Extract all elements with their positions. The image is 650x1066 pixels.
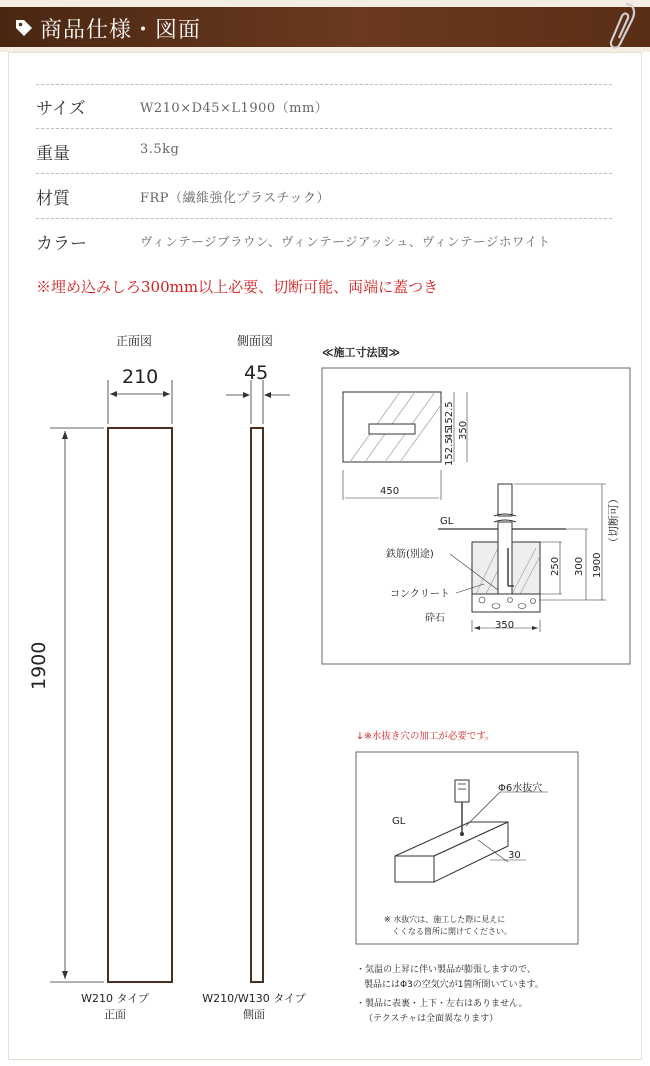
depth-300-dim: 300 (574, 556, 585, 576)
gravel-label: 砕石 (425, 613, 445, 624)
concrete-label: コンクリート (390, 589, 450, 600)
total-1900-dim: 1900 (592, 552, 603, 578)
depth-250-dim: 250 (550, 556, 561, 576)
cuttable-label: （切断可） (607, 493, 620, 548)
side-depth-dim: 45 (244, 362, 269, 384)
install-title: ≪施工寸法図≫ (322, 346, 401, 359)
page-title: 商品仕様・図面 (40, 18, 202, 43)
front-caption-line1: W210 タイプ (81, 992, 149, 1005)
gl-label: GL (440, 516, 454, 527)
dim-350-plan: 350 (458, 420, 469, 440)
front-view-title: 正面図 (116, 334, 153, 348)
drain-gl-label: GL (392, 816, 406, 827)
drain-note-line2: くくなる箇所に開けてください。 (392, 927, 512, 936)
footnote-2: 製品にはΦ3の空気穴が1箇所開いています。 (364, 980, 544, 990)
dim-45: 45 (444, 427, 455, 440)
footnote-4: （テクスチャは全面異なります） (364, 1014, 499, 1024)
spec-value: 3.5kg (140, 142, 180, 157)
side-view-title: 側面図 (237, 334, 274, 348)
rebar-label: 鉄筋(別途) (386, 549, 434, 560)
notice-text: ※埋め込みしろ300mm以上必要、切断可能、両端に蓋つき (36, 278, 439, 296)
spec-label: カラー (36, 234, 87, 254)
drain-note-line1: ※ 水抜穴は、施工した際に見えに (384, 915, 506, 924)
spec-value: W210×D45×L1900（mm） (140, 101, 329, 116)
front-caption-line2: 正面 (104, 1008, 126, 1021)
spec-label: 重量 (36, 144, 70, 164)
dim-152-top: 152.5 (444, 401, 455, 430)
base-width-dim: 350 (495, 620, 515, 631)
spec-value: ヴィンテージブラウン、ヴィンテージアッシュ、ヴィンテージホワイト (140, 234, 551, 249)
spec-value: FRP（繊維強化プラスチック） (140, 191, 331, 206)
footnote-3: ・製品に表裏・上下・左右はありません。 (356, 999, 528, 1009)
side-caption-line2: 側面 (243, 1008, 265, 1021)
plan-width-dim: 450 (380, 486, 400, 497)
drain-heading: ↓※水抜き穴の加工が必要です。 (356, 731, 495, 742)
side-caption-line1: W210/W130 タイプ (202, 992, 306, 1005)
front-width-dim: 210 (122, 366, 159, 388)
drain-hole-label: Φ6水抜穴 (498, 783, 543, 794)
spec-label: 材質 (36, 189, 70, 209)
dim-152-bottom: 152.5 (444, 437, 455, 466)
drain-dim: 30 (508, 850, 521, 861)
footnote-1: ・気温の上昇に伴い製品が膨張しますので、 (356, 965, 536, 975)
spec-label: サイズ (36, 99, 86, 119)
front-height-dim: 1900 (28, 641, 50, 690)
